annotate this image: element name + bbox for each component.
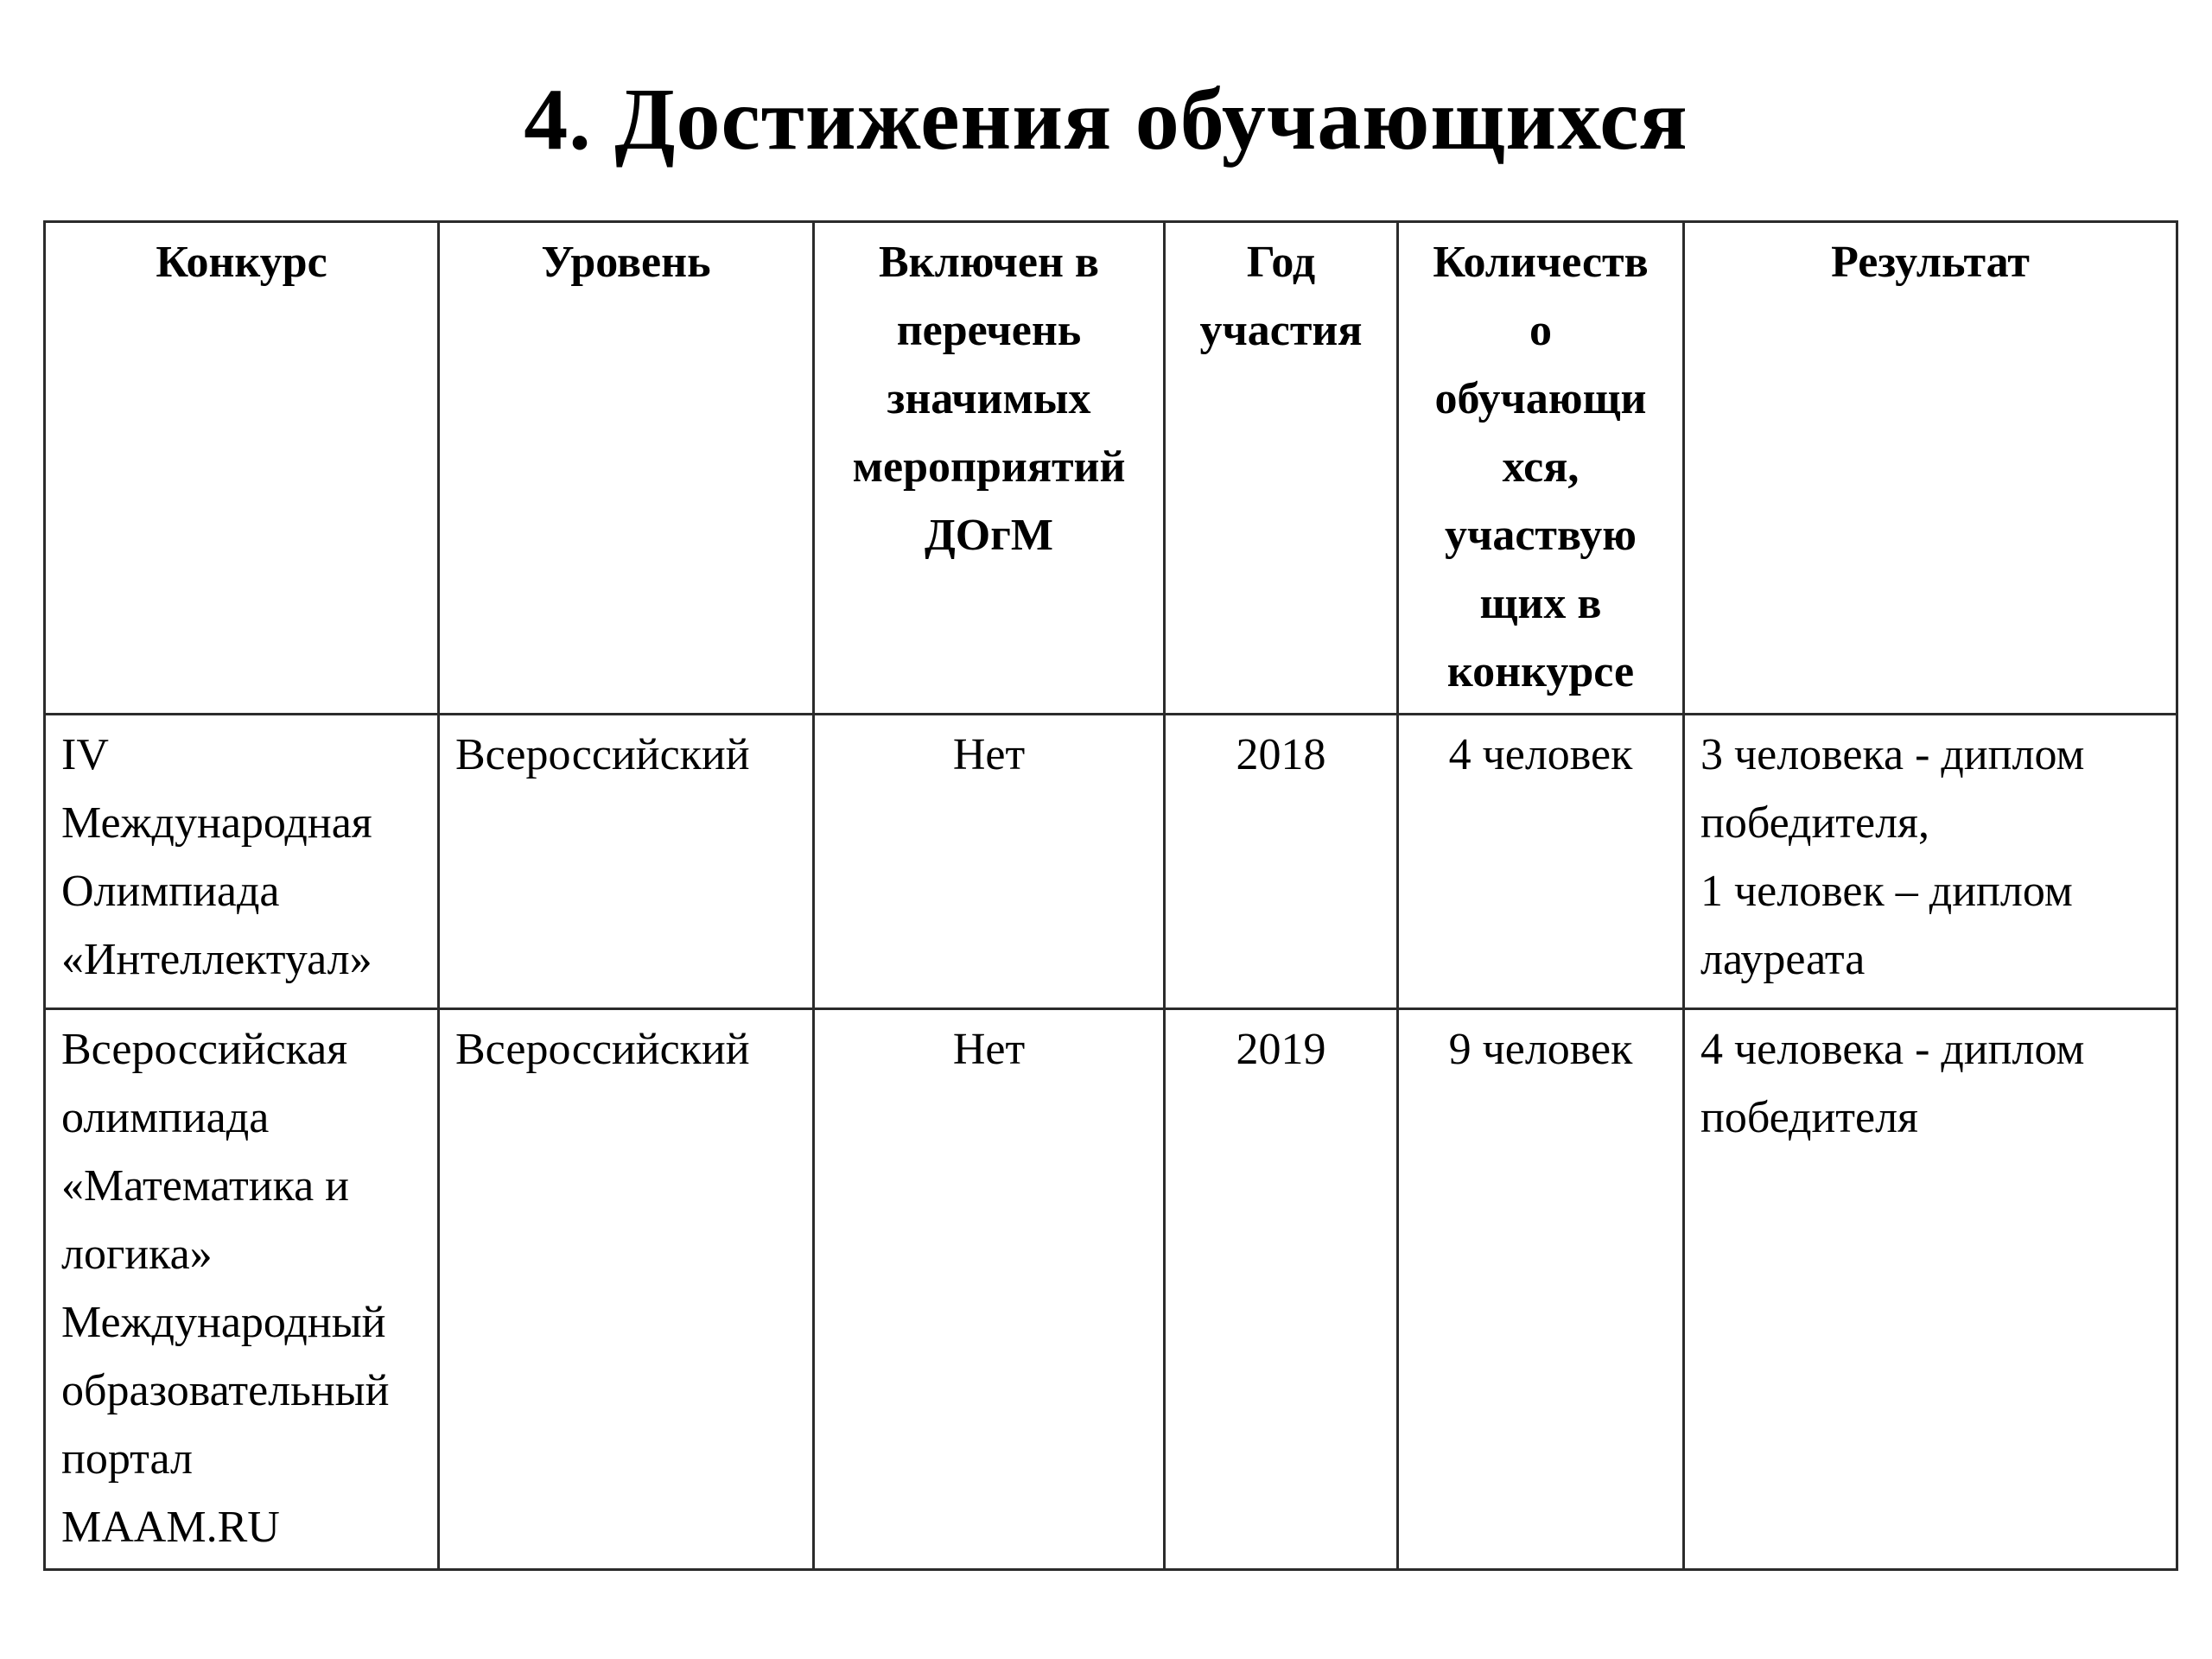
cell-level: Всероссийский — [439, 1009, 814, 1570]
cell-result: 4 человека - диплом победителя — [1684, 1009, 2177, 1570]
page-title: 4. Достижения обучающихся — [524, 71, 1688, 168]
cell-result: 3 человека - диплом победителя, 1 человек – диплом лауреата — [1684, 715, 2177, 1009]
table-row — [45, 1009, 2177, 1570]
table-row — [45, 715, 2177, 1009]
cell-count: 9 человек — [1398, 1009, 1684, 1570]
table-header-row — [45, 222, 2177, 715]
cell-contest: Всероссийская олимпиада «Математика и логика» Международный образовательный портал MAAM.RU — [45, 1009, 439, 1570]
cell-contest: IV Международная Олимпиада «Интеллектуал» — [45, 715, 439, 1009]
cell-count: 4 человек — [1398, 715, 1684, 1009]
cell-year: 2018 — [1165, 715, 1398, 1009]
header-level: Уровень — [439, 222, 814, 715]
header-contest: Конкурс — [45, 222, 439, 715]
header-result: Результат — [1684, 222, 2177, 715]
cell-level: Всероссийский — [439, 715, 814, 1009]
achievements-table — [43, 220, 2178, 1571]
cell-included: Нет — [814, 1009, 1165, 1570]
header-count: Количеств о обучающи хся, участвую щих в конкурсе — [1398, 222, 1684, 715]
header-included: Включен в перечень значимых мероприятий ДОгМ — [814, 222, 1165, 715]
cell-year: 2019 — [1165, 1009, 1398, 1570]
header-year: Год участия — [1165, 222, 1398, 715]
cell-included: Нет — [814, 715, 1165, 1009]
